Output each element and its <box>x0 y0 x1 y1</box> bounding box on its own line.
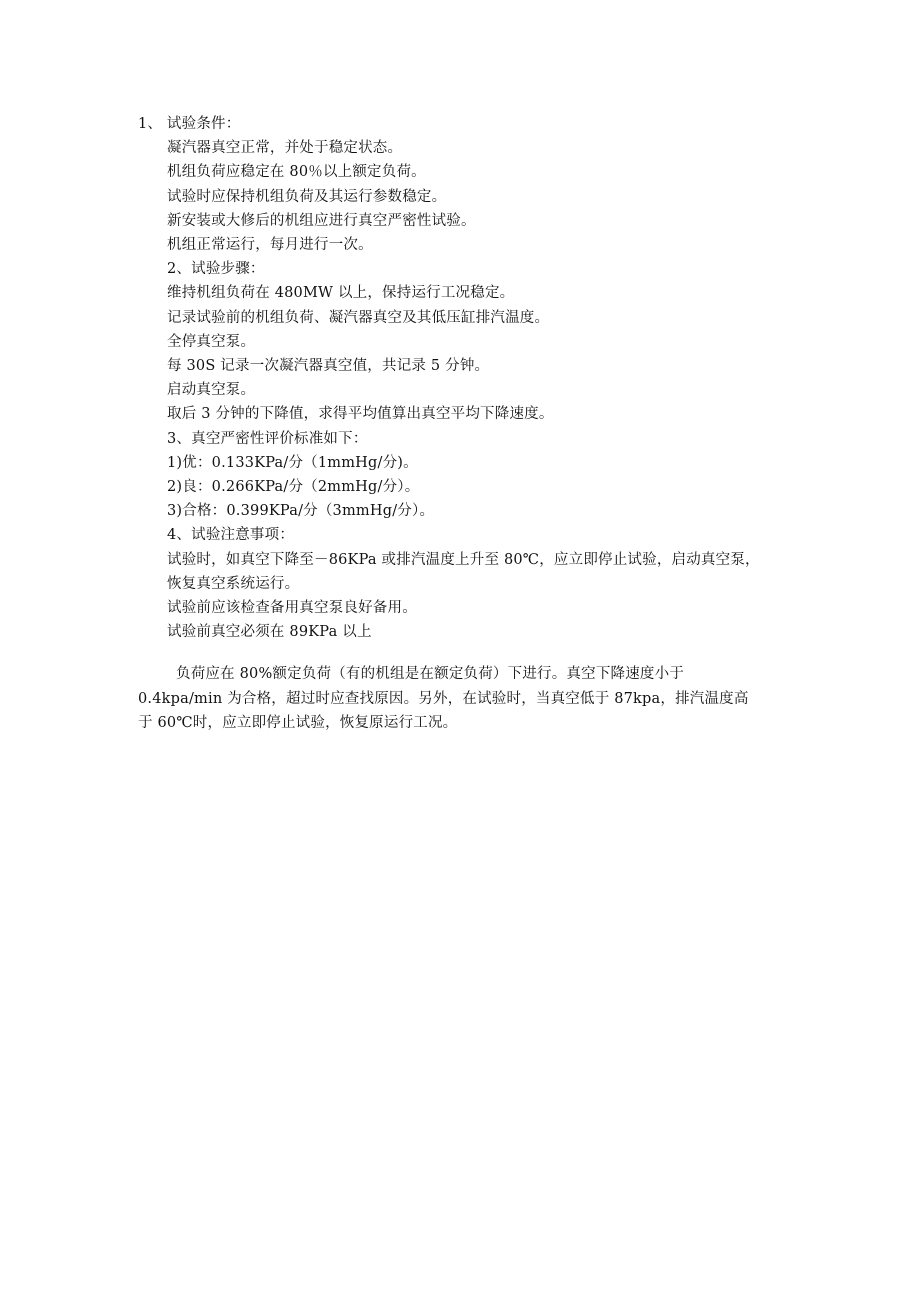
criteria-item: 3)合格：0.399KPa/分（3mmHg/分）。 <box>167 503 435 520</box>
section-2-title: 2、试验步骤： <box>167 261 265 278</box>
condition-item: 机组负荷应稳定在 80％以上额定负荷。 <box>167 164 426 181</box>
condition-item: 凝汽器真空正常，并处于稳定状态。 <box>167 140 403 157</box>
condition-item: 新安装或大修后的机组应进行真空严密性试验。 <box>167 212 476 229</box>
step-item: 记录试验前的机组负荷、凝汽器真空及其低压缸排汽温度。 <box>167 309 550 326</box>
step-item: 每 30S 记录一次凝汽器真空值，共记录 5 分钟。 <box>167 358 490 375</box>
document-body <box>138 112 798 735</box>
note-item-continued: 恢复真空系统运行。 <box>167 575 300 592</box>
section-3-title: 3、真空严密性评价标准如下： <box>167 430 368 447</box>
note-item: 试验前真空必须在 89KPa 以上 <box>167 624 372 641</box>
closing-line: 于 60℃时，应立即停止试验，恢复原运行工况。 <box>138 714 458 731</box>
step-item: 取后 3 分钟的下降值，求得平均值算出真空平均下降速度。 <box>167 406 554 423</box>
section-4-title: 4、试验注意事项： <box>167 527 295 544</box>
paragraph-gap <box>138 644 798 662</box>
closing-line: 0.4kpa/min 为合格，超过时应查找原因。另外，在试验时，当真空低于 87kpa，排汽温度高 <box>138 690 749 707</box>
step-item: 维持机组负荷在 480MW 以上，保持运行工况稳定。 <box>167 285 515 302</box>
condition-item: 试验时应保持机组负荷及其运行参数稳定。 <box>167 188 447 205</box>
section-1-title: 1、 试验条件： <box>138 116 241 132</box>
closing-paragraph <box>138 662 788 735</box>
condition-item: 机组正常运行，每月进行一次。 <box>167 237 373 254</box>
note-item: 试验前应该检查备用真空泵良好备用。 <box>167 600 417 617</box>
step-item: 全停真空泵。 <box>167 333 256 350</box>
criteria-item: 1)优：0.133KPa/分（1mmHg/分)。 <box>167 454 418 471</box>
step-item: 启动真空泵。 <box>167 382 256 399</box>
criteria-item: 2)良：0.266KPa/分（2mmHg/分）。 <box>167 479 420 496</box>
closing-line: 负荷应在 80%额定负荷（有的机组是在额定负荷）下进行。真空下降速度小于 <box>176 666 685 683</box>
note-item: 试验时，如真空下降至－86KPa 或排汽温度上升至 80℃，应立即停止试验，启动真空泵， <box>167 551 760 568</box>
